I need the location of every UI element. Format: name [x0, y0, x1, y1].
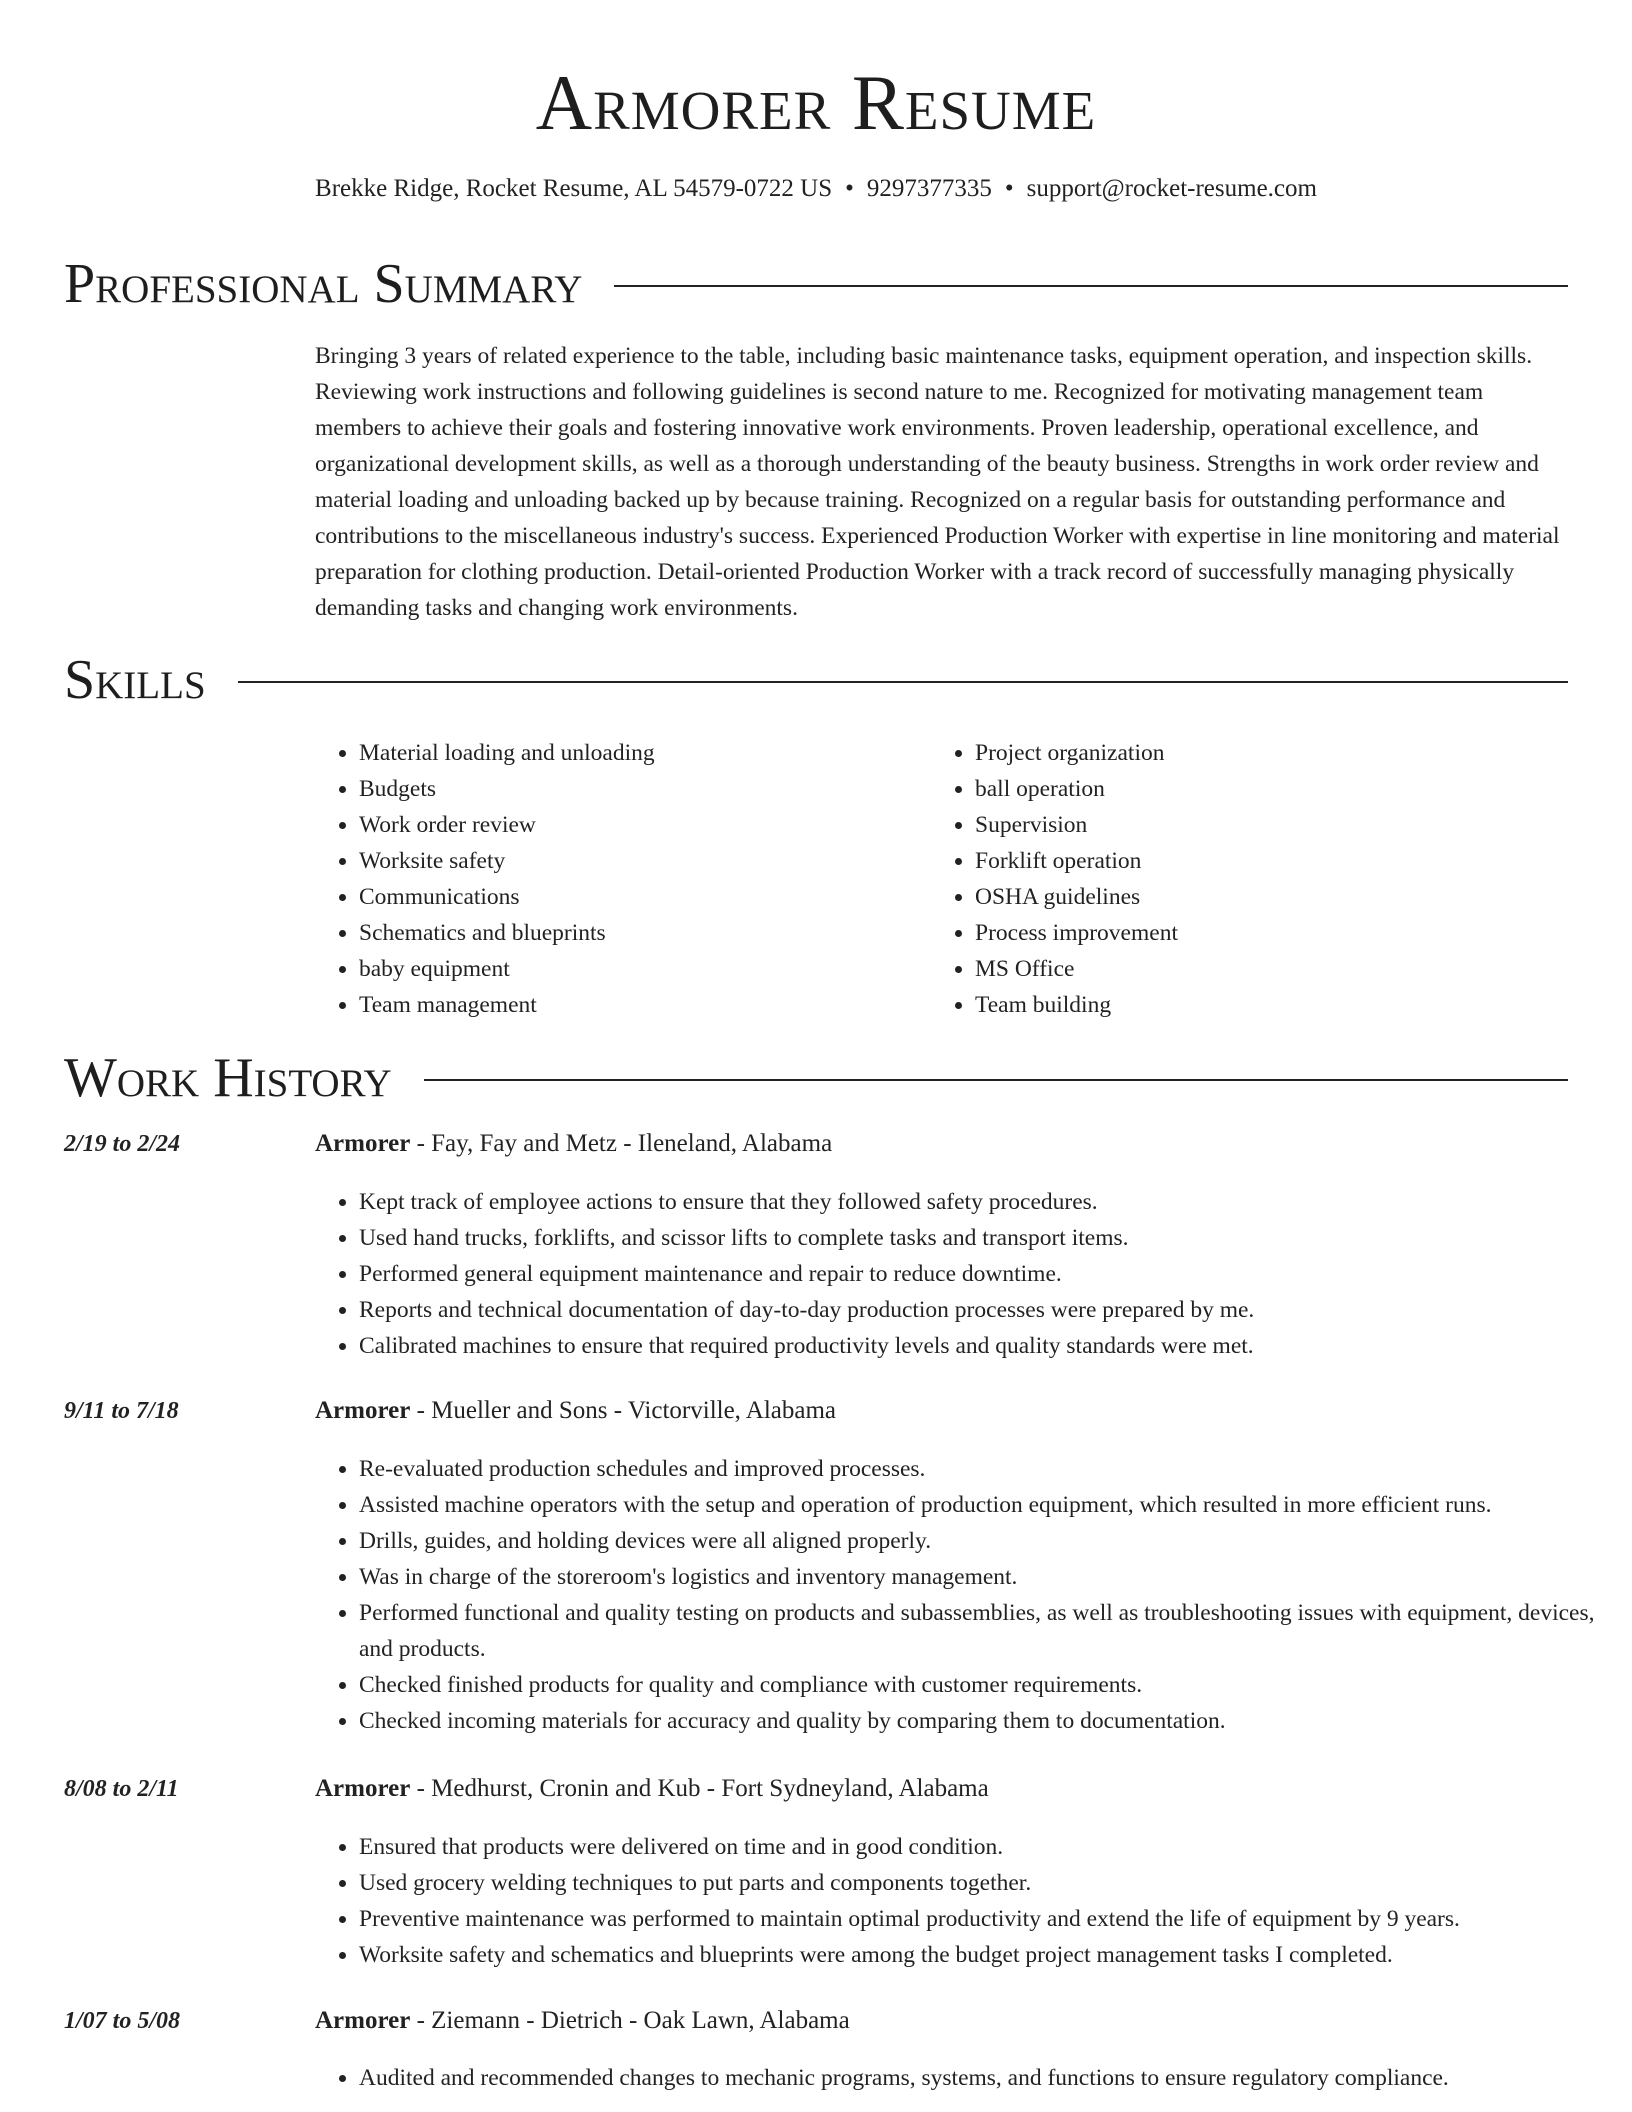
- work-section-header: [64, 1047, 1568, 1109]
- skill-item: • Schematics and blueprints: [359, 915, 959, 951]
- resume-title: Armorer Resume: [535, 59, 1097, 146]
- skill-item: • OSHA guidelines: [975, 879, 1575, 915]
- job-bullet: • Used grocery welding techniques to put parts and components together.: [359, 1865, 1614, 1901]
- summary-heading: Professional Summary: [64, 253, 583, 315]
- job-title: Armorer: [315, 2007, 411, 2034]
- skill-item: • Team building: [975, 987, 1575, 1023]
- skills-list-left: [315, 735, 959, 1023]
- summary-text: Bringing 3 years of related experience to the table, including basic maintenance tasks, equipment operation, and inspection skills. Reviewing work instructions and following guidelines is second nature to me. Recognized for motivating management team members to achieve their goals and fostering innovative work environments. Proven leadership, operational excellence, and organizational development skills, as well as a thorough understanding of the beauty business. Strengths in work order review and material loading and unloading backed up by because training. Recognized on a regular basis for outstanding performance and contributions to the miscellaneous industry's success. Experienced Production Worker with expertise in line monitoring and material preparation for clothing production. Detail-oriented Production Worker with a track record of successfully managing physically demanding tasks and changing work environments.: [315, 343, 1560, 621]
- job-bullet: • Assisted machine operators with the setup and operation of production equipment, which resulted in more efficient runs.: [359, 1487, 1614, 1523]
- contact-separator: •: [845, 175, 854, 202]
- job-bullet: • Used hand trucks, forklifts, and scissor lifts to complete tasks and transport items.: [359, 1220, 1614, 1256]
- job-company: - Fay, Fay and Metz - Ileneland, Alabama: [410, 1130, 833, 1157]
- contact-address: Brekke Ridge, Rocket Resume, AL 54579-0722 US: [315, 175, 833, 202]
- contact-line: [0, 175, 1632, 203]
- job-bullets: [315, 1829, 1614, 1973]
- section-divider: [238, 681, 1568, 683]
- job-bullet: • Ensured that products were delivered on time and in good condition.: [359, 1829, 1614, 1865]
- skill-item: • Budgets: [359, 771, 959, 807]
- job-bullet: • Checked finished products for quality and compliance with customer requirements.: [359, 1667, 1614, 1703]
- job-dates: 2/19 to 2/24: [64, 1131, 181, 1157]
- skills-heading: Skills: [64, 649, 206, 711]
- job-bullet: • Checked incoming materials for accuracy and quality by comparing them to documentation.: [359, 1703, 1614, 1739]
- skill-item: • Process improvement: [975, 915, 1575, 951]
- job-company: - Ziemann - Dietrich - Oak Lawn, Alabama: [410, 2007, 850, 2034]
- skill-item: • Material loading and unloading: [359, 735, 959, 771]
- skill-item: • Supervision: [975, 807, 1575, 843]
- work-heading: Work History: [64, 1047, 392, 1109]
- skill-item: • Communications: [359, 879, 959, 915]
- job-bullets: [315, 1184, 1614, 1364]
- job-title: Armorer: [315, 1397, 411, 1424]
- skill-item: • baby equipment: [359, 951, 959, 987]
- job-bullet: • Performed general equipment maintenance and repair to reduce downtime.: [359, 1256, 1614, 1292]
- job-dates: 1/07 to 5/08: [64, 2008, 181, 2034]
- skill-item: • MS Office: [975, 951, 1575, 987]
- job-bullet: • Was in charge of the storeroom's logistics and inventory management.: [359, 1559, 1614, 1595]
- skill-item: • Team management: [359, 987, 959, 1023]
- contact-email: support@rocket-resume.com: [1026, 175, 1317, 202]
- job-title: Armorer: [315, 1130, 411, 1157]
- job-bullet: • Calibrated machines to ensure that required productivity levels and quality standards were met.: [359, 1328, 1614, 1364]
- job-heading: [315, 1130, 832, 1158]
- skill-item: • Worksite safety: [359, 843, 959, 879]
- job-dates: 8/08 to 2/11: [64, 1776, 179, 1802]
- job-title: Armorer: [315, 1775, 411, 1802]
- skill-item: • Forklift operation: [975, 843, 1575, 879]
- job-bullet: • Re-evaluated production schedules and improved processes.: [359, 1451, 1614, 1487]
- summary-section-header: [64, 253, 1568, 315]
- job-bullet: • Performed functional and quality testing on products and subassemblies, as well as troubleshooting issues with equipment, devices, and products.: [359, 1595, 1614, 1667]
- job-bullets: [315, 2060, 1614, 2096]
- job-bullet: • Reports and technical documentation of day-to-day production processes were prepared by me.: [359, 1292, 1614, 1328]
- skill-item: • Project organization: [975, 735, 1575, 771]
- skill-item: • Work order review: [359, 807, 959, 843]
- section-divider: [424, 1079, 1568, 1081]
- job-heading: [315, 2007, 850, 2035]
- skills-section-header: [64, 649, 1568, 711]
- job-bullet: • Preventive maintenance was performed to maintain optimal productivity and extend the life of equipment by 9 years.: [359, 1901, 1614, 1937]
- job-company: - Mueller and Sons - Victorville, Alabama: [410, 1397, 837, 1424]
- section-divider: [614, 285, 1568, 287]
- job-bullet: • Worksite safety and schematics and blueprints were among the budget project management tasks I completed.: [359, 1937, 1614, 1973]
- job-heading: [315, 1775, 989, 1803]
- job-heading: [315, 1397, 836, 1425]
- job-bullets: [315, 1451, 1614, 1739]
- contact-separator: •: [1004, 175, 1014, 202]
- job-company: - Medhurst, Cronin and Kub - Fort Sydneyland, Alabama: [410, 1775, 989, 1802]
- job-bullet: • Audited and recommended changes to mechanic programs, systems, and functions to ensure regulatory compliance.: [359, 2060, 1614, 2096]
- job-dates: 9/11 to 7/18: [64, 1398, 179, 1424]
- job-bullet: • Kept track of employee actions to ensure that they followed safety procedures.: [359, 1184, 1614, 1220]
- contact-phone: 9297377335: [866, 175, 992, 202]
- skills-list-right: [931, 735, 1575, 1023]
- job-bullet: • Drills, guides, and holding devices were all aligned properly.: [359, 1523, 1614, 1559]
- skill-item: • ball operation: [975, 771, 1575, 807]
